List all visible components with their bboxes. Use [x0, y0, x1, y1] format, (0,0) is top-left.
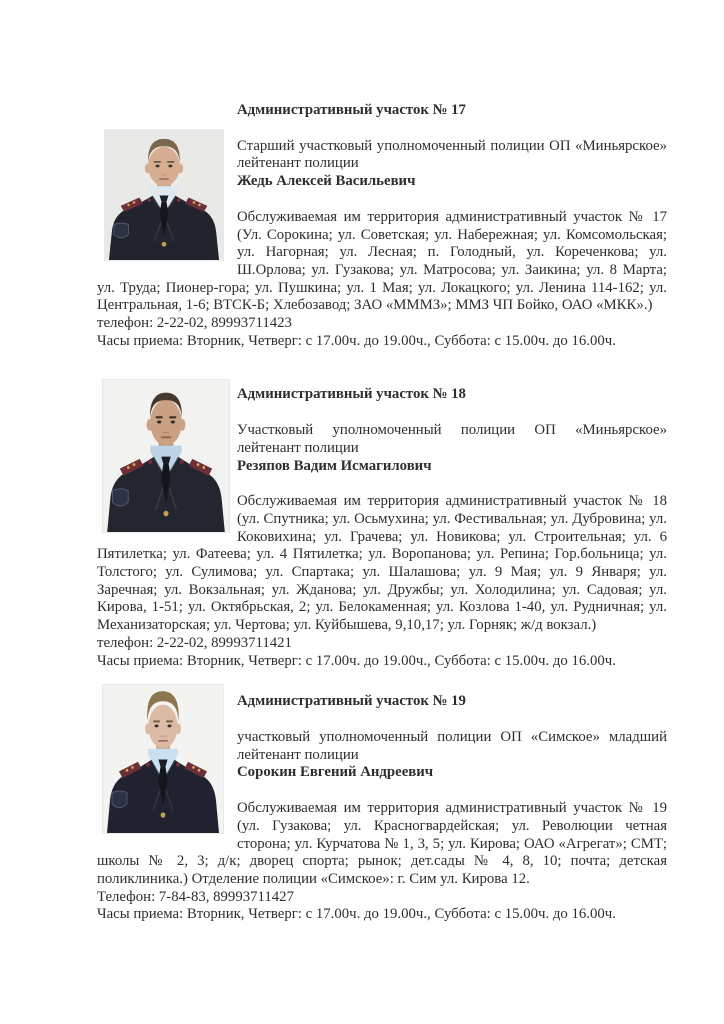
territory-text: Обслуживаемая им территория административный участок № 19 (ул. Гузакова; ул. Красногвардейская; ул. Революции четная сторона; ул. Курчатова № 1, 3, 5; ул. Кирова; ОАО «Агрегат»; СМТ; школы № 2, 3; д/к; дворец спорта; рынок; дет.сады № 4, 8, 10; почта; детская поликлиника.) Отделение полиции «Симское»: г. Сим ул. Кирова 12. — [97, 800, 667, 887]
officer-role: Участковый уполномоченный полиции ОП «Миньярское» лейтенант полиции — [237, 422, 667, 456]
territory-text: Обслуживаемая им территория административный участок № 17 (Ул. Сорокина; ул. Советская; ул. Набережная; ул. Комсомольская; ул. Нагорная; ул. Лесная; п. Голодный, ул. Кореченкова; ул. Ш.Орлова; ул. Гузакова; ул. Матросова; ул. Заикина; ул. 8 Марта; ул. Труда; Пионер-гора; ул. Пушкина; ул. 1 Мая; ул. Локацкого; ул. Ленина 114-162; ул. Центральная, 1-6; ВТСК-Б; Хлебозавод; ЗАО «МММЗ»; ММЗ ЧП Бойко, ОАО «МКК».) — [97, 208, 667, 314]
officer-photo — [103, 380, 229, 532]
officer-name: Резяпов Вадим Исмагилович — [237, 457, 432, 474]
section-heading: Административный участок № 18 — [237, 386, 466, 403]
district-section-18 — [97, 386, 667, 670]
section-heading: Административный участок № 19 — [237, 693, 466, 710]
phone-line: телефон: 2-22-02, 89993711421 — [97, 634, 292, 651]
phone-line: телефон: 2-22-02, 89993711423 — [97, 315, 292, 332]
district-section-17 — [97, 102, 667, 350]
reception-hours: Часы приема: Вторник, Четверг: с 17.00ч. до 19.00ч., Суббота: с 15.00ч. до 16.00ч. — [97, 332, 616, 349]
district-section-19 — [97, 693, 667, 924]
officer-name: Сорокин Евгений Андреевич — [237, 764, 434, 781]
reception-hours: Часы приема: Вторник, Четверг: с 17.00ч. до 19.00ч., Суббота: с 15.00ч. до 16.00ч. — [97, 906, 616, 923]
officer-role: Старший участковый уполномоченный полиции ОП «Миньярское» лейтенант полиции — [237, 137, 667, 172]
officer-name: Жедь Алексей Васильевич — [237, 173, 416, 190]
officer-role: участковый уполномоченный полиции ОП «Симское» младший лейтенант полиции — [237, 728, 667, 763]
section-heading: Административный участок № 17 — [237, 102, 466, 118]
officer-photo — [103, 685, 223, 833]
territory-text: Обслуживаемая им территория административный участок № 18 (ул. Спутника; ул. Осьмухина; ул. Фестивальная; ул. Дубровина; ул. Коковихина; ул. Грачева; ул. Новикова; ул. Строительная; ул. 6 Пятилетка; ул. Фатеева; ул. 4 Пятилетка; ул. Воропанова; ул. Репина; Гор.больница; ул. Толстого; ул. Сулимова; ул. Спартака; ул. Шалашова; ул. 9 Мая; ул. 9 Января; ул. Заречная; ул. Вокзальная; ул. Жданова; ул. Дружбы; ул. Холодилина; ул. Садовая; ул. Кирова, 1-51; ул. Октябрьская, 2; ул. Белокаменная; ул. Козлова 1-40, ул. Рудничная; ул. Механизаторская; ул. Чертова; ул. Куйбышева, 9,10,17; ул. Горняк; ж/д вокзал.) — [97, 493, 667, 634]
officer-photo — [105, 130, 223, 260]
reception-hours: Часы приема: Вторник, Четверг: с 17.00ч. до 19.00ч., Суббота: с 15.00ч. до 16.00ч. — [97, 652, 616, 669]
phone-line: Телефон: 7-84-83, 89993711427 — [97, 888, 294, 905]
